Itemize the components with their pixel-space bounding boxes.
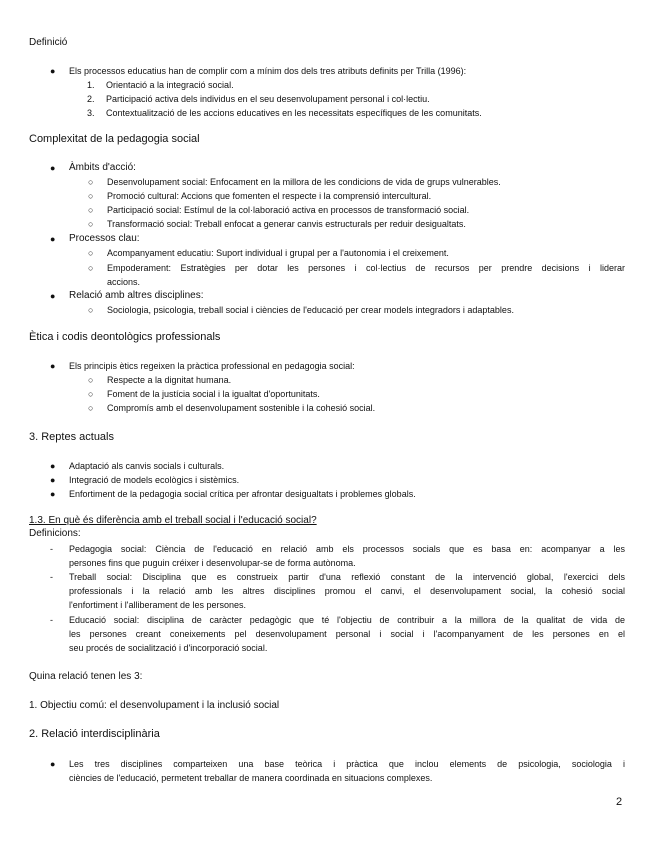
relacio-inter-text: Les tres disciplines comparteixen una base teòrica i pràctica que inclou elements de psicologia, sociologia i — [69, 759, 625, 769]
reptes-item: Integració de models ecològics i sistèmics. — [69, 475, 240, 485]
objectiu-comu: 1. Objectiu comú: el desenvolupament i la inclusió social — [29, 700, 280, 711]
processos-item: Acompanyament educatiu: Suport individual i grupal per a l'autonomia i el creixement. — [107, 248, 449, 258]
circle-bullet-icon: ○ — [88, 375, 94, 385]
page-number: 2 — [616, 796, 623, 808]
reptes-heading: 3. Reptes actuals — [29, 431, 114, 443]
treball-definition-cont: l'enfortiment i l'alliberament de les persones. — [69, 600, 247, 610]
bullet-icon: ● — [50, 361, 56, 371]
dash-bullet: - — [50, 544, 53, 554]
ambits-item: Transformació social: Treball enfocat a generar canvis estructurals per reduir desigualtats. — [107, 219, 466, 229]
treball-definition: Treball social: Disciplina que es construeix partir d'una reflexió constant de la intervenció global, l'exercici dels — [69, 572, 625, 582]
ambits-item: Desenvolupament social: Enfocament en la millora de les condicions de vida de grups vulnerables. — [107, 177, 501, 187]
circle-bullet-icon: ○ — [88, 219, 94, 229]
educacio-definition: Educació social: disciplina de caràcter pedagògic que té l'objectiu de contribuir a la millora de la qualitat de vida de — [69, 615, 625, 625]
etica-text: Els principis ètics regeixen la pràctica professional en pedagogia social: — [69, 361, 355, 371]
ambits-label: Àmbits d'acció: — [69, 162, 136, 173]
complexitat-heading: Complexitat de la pedagogia social — [29, 133, 200, 145]
trilla-item: Orientació a la integració social. — [106, 80, 234, 90]
relacio-label: Relació amb altres disciplines: — [69, 290, 204, 301]
etica-heading: Ètica i codis deontològics professionals — [29, 331, 221, 343]
circle-bullet-icon: ○ — [88, 248, 94, 258]
circle-bullet-icon: ○ — [88, 177, 94, 187]
etica-item: Respecte a la dignitat humana. — [107, 375, 232, 385]
circle-bullet-icon: ○ — [88, 263, 94, 273]
trilla-item-num: 2. — [87, 94, 95, 104]
dash-bullet: - — [50, 615, 53, 625]
trilla-text: Els processos educatius han de complir com a mínim dos dels tres atributs definits per Trilla (1996): — [69, 66, 467, 76]
bullet-icon: ● — [50, 291, 56, 301]
educacio-definition-cont: les persones creant coneixements pel desenvolupament personal i social i l'acompanyament de les persones en el — [69, 629, 625, 639]
processos-item-cont: accions. — [107, 277, 141, 287]
circle-bullet-icon: ○ — [88, 403, 94, 413]
trilla-item: Participació activa dels individus en el seu desenvolupament personal i col·lectiu. — [106, 94, 430, 104]
quina-relacio: Quina relació tenen les 3: — [29, 671, 143, 682]
bullet-icon: ● — [50, 461, 56, 471]
processos-item: Empoderament: Estratègies per dotar les persones i col·lectius de recursos per prendre decisions i liderar — [107, 263, 625, 273]
circle-bullet-icon: ○ — [88, 389, 94, 399]
definicio-heading: Definició — [29, 37, 68, 48]
dash-bullet: - — [50, 572, 53, 582]
bullet-icon: ● — [50, 234, 56, 244]
bullet-icon: ● — [50, 489, 56, 499]
bullet-icon: ● — [50, 163, 56, 173]
reptes-item: Adaptació als canvis socials i culturals. — [69, 461, 225, 471]
etica-item: Compromís amb el desenvolupament sostenible i la cohesió social. — [107, 403, 376, 413]
processos-label: Processos clau: — [69, 233, 140, 244]
trilla-item-num: 3. — [87, 108, 95, 118]
bullet-icon: ● — [50, 475, 56, 485]
circle-bullet-icon: ○ — [88, 191, 94, 201]
trilla-item: Contextualització de les accions educatives en les necessitats específiques de les comunitats. — [106, 108, 482, 118]
trilla-item-num: 1. — [87, 80, 95, 90]
relacio-inter-heading: 2. Relació interdisciplinària — [29, 728, 160, 740]
pedagogia-definition: Pedagogia social: Ciència de l'educació en relació amb els processos socials que es basa en: acompanyar a les — [69, 544, 625, 554]
treball-definition-cont: professionals i la relació amb les altres disciplines promou el canvi, el desenvolupament social, la cohesió social — [69, 586, 625, 596]
educacio-definition-cont: seu procés de socialització i d'incorporació social. — [69, 643, 268, 653]
pedagogia-definition-cont: persones fins que puguin créixer i desenvolupar-se de forma autònoma. — [69, 558, 356, 568]
ambits-item: Promoció cultural: Accions que fomenten el respecte i la comprensió intercultural. — [107, 191, 432, 201]
bullet-icon: ● — [50, 759, 56, 769]
diferencia-heading: 1.3. En què és diferència amb el treball social i l'educació social? — [29, 515, 317, 526]
ambits-item: Participació social: Estímul de la col·laboració activa en processos de transformació social. — [107, 205, 470, 215]
circle-bullet-icon: ○ — [88, 205, 94, 215]
bullet-icon: ● — [50, 66, 56, 76]
etica-item: Foment de la justícia social i la igualtat d'oportunitats. — [107, 389, 320, 399]
reptes-item: Enfortiment de la pedagogia social crítica per afrontar desigualtats i problemes globals. — [69, 489, 416, 499]
relacio-item: Sociologia, psicologia, treball social i ciències de l'educació per crear models integradors i adaptables. — [107, 305, 514, 315]
definicions-label: Definicions: — [29, 528, 81, 539]
circle-bullet-icon: ○ — [88, 305, 94, 315]
relacio-inter-text-cont: ciències de l'educació, permetent treballar de manera coordinada en situacions complexes. — [69, 773, 433, 783]
